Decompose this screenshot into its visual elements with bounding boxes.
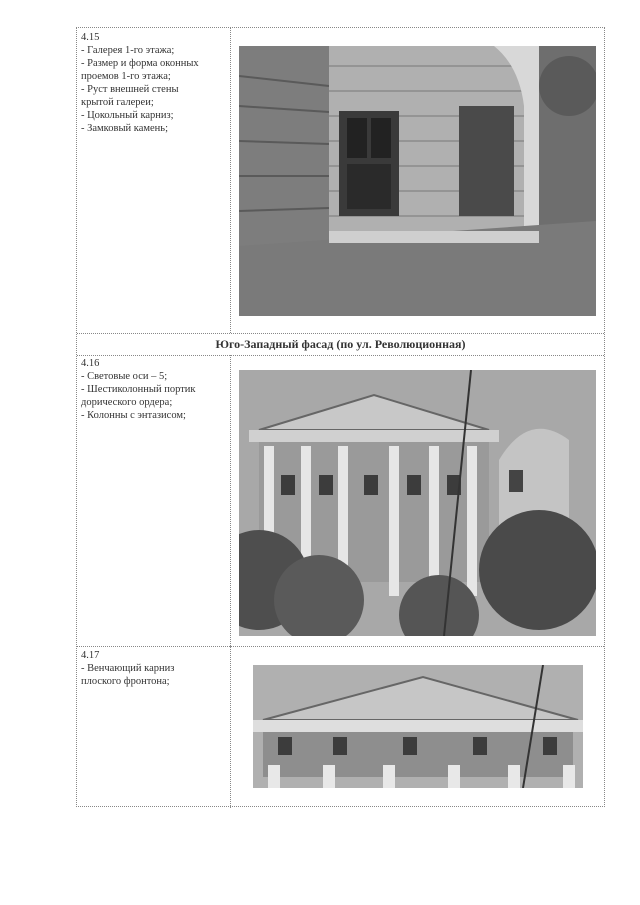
feature-item: крытой галереи;	[81, 97, 154, 108]
feature-item: - Шестиколонный портик	[81, 384, 196, 395]
row-4-15-text	[81, 31, 231, 135]
feature-item: - Цокольный карниз;	[81, 110, 174, 121]
feature-item: плоского фронтона;	[81, 676, 170, 687]
feature-item: - Замковый камень;	[81, 123, 168, 134]
row-divider	[77, 355, 604, 356]
gallery-photo	[239, 46, 596, 316]
document-table	[76, 27, 605, 807]
section-title: Юго-Западный фасад (по ул. Революционная)	[215, 337, 466, 351]
feature-item: - Размер и форма оконных	[81, 58, 199, 69]
feature-item: - Колонны с энтазисом;	[81, 410, 186, 421]
feature-item: проемов 1-го этажа;	[81, 71, 171, 82]
row-4-17-text	[81, 649, 231, 688]
feature-item: - Венчающий карниз	[81, 663, 175, 674]
cornice-photo	[253, 665, 583, 788]
portico-photo	[239, 370, 596, 636]
row-divider	[77, 646, 604, 647]
feature-item: - Световые оси – 5;	[81, 371, 168, 382]
feature-item: - Руст внешней стены	[81, 84, 179, 95]
row-4-16-text	[81, 357, 231, 422]
row-number: 4.16	[81, 358, 100, 369]
row-number: 4.17	[81, 650, 100, 661]
feature-item: дорического ордера;	[81, 397, 173, 408]
row-number: 4.15	[81, 32, 100, 43]
feature-item: - Галерея 1-го этажа;	[81, 45, 175, 56]
